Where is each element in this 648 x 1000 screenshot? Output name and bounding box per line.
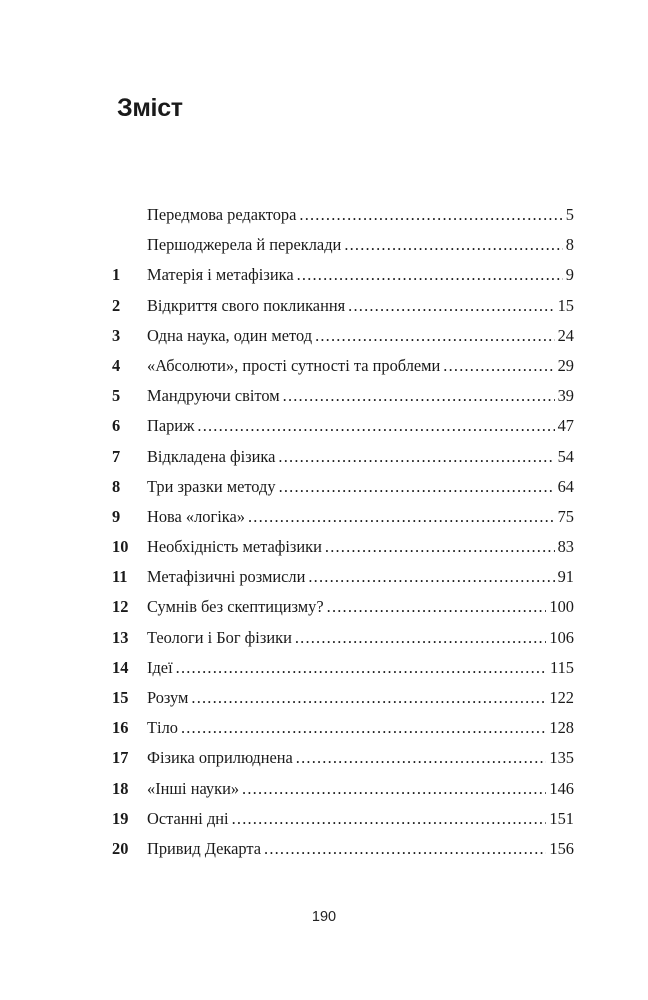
chapter-number: 3 [112,325,121,345]
chapter-title: Ідеї [147,657,173,677]
chapter-page: 135 [549,748,574,768]
chapter-number: 4 [112,355,121,375]
toc-entry [112,321,574,351]
toc-entry [112,532,574,562]
chapter-number: 9 [112,506,121,526]
toc-entry [112,592,574,622]
chapter-number: 13 [112,627,129,647]
toc-entry [112,260,574,290]
dot-leader [264,834,546,864]
toc-entry [112,291,574,321]
chapter-number: 7 [112,446,121,466]
chapter-number: 6 [112,416,121,436]
dot-leader [348,291,554,321]
chapter-number: 12 [112,597,129,617]
chapter-page: 29 [557,355,574,375]
chapter-page: 151 [549,808,574,828]
chapter-number: 8 [112,476,121,496]
toc-entry [112,743,574,773]
page-title: Зміст [117,94,183,122]
chapter-page: 106 [549,627,574,647]
chapter-number: 16 [112,718,129,738]
toc-entry [112,411,574,441]
dot-leader [315,321,555,351]
toc-entry [112,713,574,743]
chapter-page: 54 [557,446,574,466]
chapter-page: 24 [557,325,574,345]
chapter-title: Нова «логіка» [147,506,245,526]
dot-leader [327,592,547,622]
chapter-title: Мандруючи світом [147,386,280,406]
chapter-number: 1 [112,265,121,285]
chapter-page: 122 [549,688,574,707]
chapter-page: 64 [557,476,574,496]
chapter-page: 156 [549,838,574,858]
chapter-page: 75 [557,506,574,526]
dot-leader [176,653,547,683]
toc-entry [112,200,574,230]
toc-entry [112,472,574,502]
chapter-number: 17 [112,748,129,768]
toc-entry [112,230,574,260]
chapter-page: 91 [557,567,574,587]
dot-leader [181,713,546,743]
toc-entry [112,774,574,804]
chapter-number: 15 [112,688,129,707]
chapter-number: 5 [112,386,121,406]
chapter-title: Останні дні [147,808,229,828]
chapter-number: 18 [112,778,129,798]
chapter-title: «Інші науки» [147,778,240,798]
chapter-page: 83 [557,537,574,557]
toc-entry [112,562,574,592]
dot-leader [299,200,562,230]
chapter-title: Привид Декарта [147,838,262,858]
chapter-title: Теологи і Бог фізики [147,627,292,647]
toc-entry [112,623,574,653]
chapter-title: Сумнів без скептицизму? [147,597,324,617]
chapter-title: Матерія і метафізика [147,265,294,285]
chapter-page: 146 [549,778,574,798]
chapter-title: Першоджерела й переклади [147,235,342,255]
chapter-title: Тіло [147,718,178,738]
chapter-number: 11 [112,567,128,587]
chapter-title: Париж [147,416,195,436]
toc-entry [112,834,574,864]
dot-leader [297,260,563,290]
chapter-number: 2 [112,295,121,315]
dot-leader [279,472,555,502]
toc-entry [112,442,574,472]
toc-entry [112,351,574,381]
chapter-title: Відкриття свого покликання [147,295,346,315]
chapter-number: 19 [112,808,129,828]
chapter-page: 47 [557,416,574,436]
dot-leader [283,381,555,411]
chapter-title: Передмова редактора [147,205,297,224]
chapter-page: 100 [549,597,574,617]
dot-leader [248,502,555,532]
chapter-title: Розум [147,688,189,707]
toc-entry [112,683,574,713]
toc-entry [112,653,574,683]
chapter-number: 20 [112,838,129,858]
chapter-title: Метафізичні розмисли [147,567,306,587]
dot-leader [278,442,554,472]
dot-leader [242,774,546,804]
table-of-contents [112,200,574,864]
chapter-title: Необхідність метафізики [147,537,322,557]
chapter-number: 10 [112,537,129,557]
chapter-title: «Абсолюти», прості сутності та проблеми [147,355,441,375]
dot-leader [443,351,554,381]
toc-entry [112,804,574,834]
dot-leader [191,683,546,713]
chapter-title: Відкладена фізика [147,446,276,466]
chapter-page: 115 [550,657,574,677]
chapter-number: 14 [112,657,129,677]
dot-leader [308,562,554,592]
chapter-page: 128 [549,718,574,738]
dot-leader [344,230,562,260]
dot-leader [295,623,547,653]
toc-entry [112,381,574,411]
page-number: 190 [311,909,337,925]
dot-leader [197,411,554,441]
chapter-page: 15 [557,295,574,315]
dot-leader [325,532,555,562]
chapter-page: 8 [565,235,574,255]
toc-entry [112,502,574,532]
dot-leader [296,743,547,773]
dot-leader [232,804,547,834]
chapter-title: Фізика оприлюднена [147,748,293,768]
chapter-page: 39 [557,386,574,406]
chapter-title: Одна наука, один метод [147,325,313,345]
chapter-page: 5 [565,205,574,224]
chapter-page: 9 [565,265,574,285]
chapter-title: Три зразки методу [147,476,276,496]
